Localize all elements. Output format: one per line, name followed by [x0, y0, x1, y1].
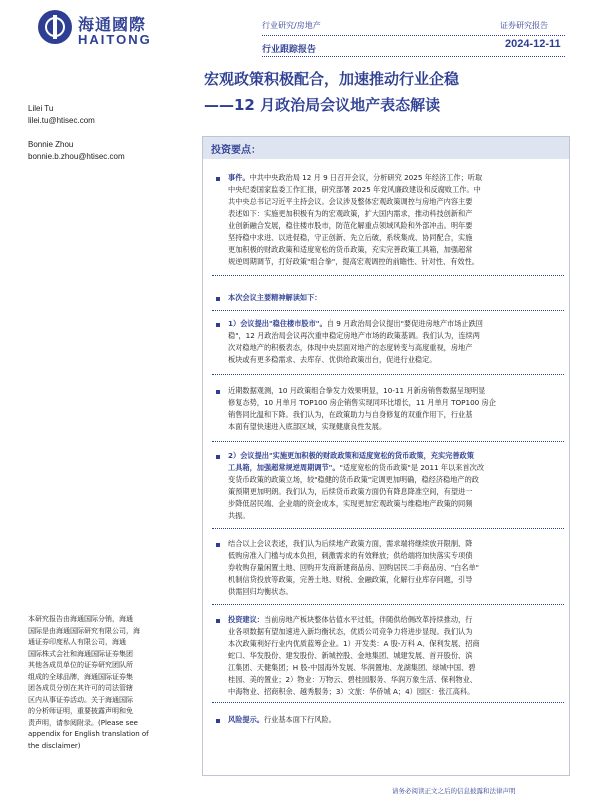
bullet-icon [216, 619, 220, 623]
report-category: 行业研究/房地产 [262, 21, 321, 30]
sales-data-paragraph: 近期数据观测，10 月政策组合拳发力效果明显，10-11 月新房销售数据呈现明显 修复态势，10 月单月 TOP100 房企销售实现同环比增长，11 月单月 TOP100 房企 销售同比温和下降。我们认为，在政策助力与自身修复的双重作用下，行业基 本面有望快速进入底部区域，实现健康良性发展。 [228, 386, 496, 431]
key-points-header [203, 137, 569, 159]
logo-chinese: 海通國際 [78, 15, 147, 34]
header-divider-bottom [262, 56, 565, 57]
report-date: 2024-12-11 [505, 38, 561, 50]
bullet-icon [216, 297, 220, 301]
point2-lead: 2）会议提出"实施更加积极的财政政策和适度宽松的货币政策，充实完善政策 [228, 451, 474, 460]
author-email[interactable]: lilei.tu@htisec.com [28, 116, 95, 125]
report-type: 行业跟踪报告 [262, 45, 317, 55]
point1-lead: 1）会议提出"稳住楼市股市"。 [228, 319, 327, 328]
header-divider [262, 35, 565, 36]
section-divider [212, 441, 564, 442]
section-divider [212, 604, 564, 605]
event-lead: 事件。 [228, 173, 250, 182]
policy-outlook-paragraph: 结合以上会议表述，我们认为后续地产政策方面，需求端将继续放开限制、降 低购房准入门槛与成本负担，刺激需求的有效释放；供给端将加快落实专项债 券收购存量闲置土地、回购开发商新建商品房、回购居民二手商品房、"白名单" 机制信贷投放等政策，完善土地、财税、金融政策，化解行业库存问题，引导 供需回归均衡状态。 [228, 539, 479, 596]
risk-lead: 风险提示。 [228, 715, 264, 724]
risk-paragraph: 风险提示。行业基本面下行风险。 [228, 715, 336, 724]
bullet-icon [216, 455, 220, 459]
section-divider [212, 275, 564, 276]
section-divider [212, 702, 564, 703]
page-subtitle: ——12 月政治局会议地产表态解读 [204, 96, 441, 114]
page-title: 宏观政策积极配合，加速推动行业企稳 [204, 70, 460, 88]
author-name: Bonnie Zhou [28, 140, 74, 149]
advice-lead: 投资建议： [228, 615, 264, 624]
point2-paragraph: 2）会议提出"实施更加积极的财政政策和适度宽松的货币政策，充实完善政策 工具箱，加强超常规逆周期调节"。"适度宽松的货币政策"是 2011 年以来首次改 变货币政策的政策立场，较"稳健的货币政策"定调更加明确，稳经济稳地产的政 策预期更加明朗。我们认为，后续货币政策方面仍有降息降准空间，有望进一 步降低居民端、企业端的资金成本，实现更加宏观政策与维稳地产政策的同频 共振。 [228, 450, 563, 522]
disclaimer: 本研究报告由海通国际分销，海通 国际是由海通国际研究有限公司，海 通证券印度私人有限公司，海通 国际株式会社和海通国际证券集团 其他各成员单位的证券研究团队所 组成的全球品牌，海通国际证券集 团各成员分别在其许可的司法管辖 区内从事证券活动。关于海通国际 的分析师证明，重要披露声明和免 责声明，请参阅附录。(Please see appendix for English translation of the disclaimer) [28, 615, 149, 750]
spirit-heading: 本次会议主要精神解读如下： [228, 293, 322, 302]
author-email[interactable]: bonnie.b.zhou@htisec.com [28, 152, 125, 161]
author-name: Lilei Tu [28, 104, 54, 113]
key-points-heading: 投资要点： [211, 145, 261, 156]
report-label: 证券研究报告 [500, 21, 548, 30]
section-divider [212, 310, 564, 311]
point1-paragraph: 1）会议提出"稳住楼市股市"。自 9 月政治局会议提出"要促进房地产市场止跌回 稳"，12 月政治局会议再次重申稳定房地产市场的政策基调。我们认为，连续两 次对稳地产的积极表态，体现中央层面对地产的态度转变与高度重视，房地产 板块或有更多稳需求、去库存、优供给政策出台，促进行业稳定。 [228, 319, 483, 364]
event-paragraph: 事件。中共中央政治局 12 月 9 日召开会议，分析研究 2025 年经济工作；听取 中央纪委国家监委工作汇报，研究部署 2025 年党风廉政建设和反腐败工作。中 共中央总书记习近平主持会议。会议涉及整体宏观政策调控与房地产内容主要 表述如下：实施更加积极有为的宏观政策，扩大国内需求，推动科技创新和产 业创新融合发展，稳住楼市股市，防范化解重点领域风险和外部冲击。明年要 坚持稳中求进、以进促稳，守正创新、先立后破，系统集成、协同配合，实施 更加积极的财政政策和适度宽松的货币政策，充实完善政策工具箱，加强超常 规逆周期调节，打好政策"组合拳"，提高宏观调控的前瞻性、针对性、有效性。 [228, 173, 483, 266]
section-divider [212, 374, 564, 375]
bullet-icon [216, 390, 220, 394]
bullet-icon [216, 719, 220, 723]
bullet-icon [216, 543, 220, 547]
logo-english: HAITONG [78, 32, 152, 47]
investment-advice-paragraph: 投资建议：当前房地产板块整体估值水平过低，伴随供给侧改革持续推动，行 业各项数据有望加速进入新均衡状态，优质公司竞争力将进步显现。我们认为 本次政策利好行业内优质蓝筹企业。1）开发类：A 股-万科 A、保利发展、招商 蛇口、华发股份、建发股份、新城控股、金地集团、城建发展、首开股份、滨 江集团、天健集团；H 股-中国海外发展、华润置地、龙湖集团、绿城中国、碧 桂园、美的置业；2）物业：万物云、碧桂园服务、华润万象生活、保利物业、 中海物业、招商积余、越秀服务；3）文旅：华侨城 A；4）园区：张江高科。 [228, 615, 480, 696]
bullet-icon [216, 323, 220, 327]
logo-icon [38, 10, 72, 44]
section-divider [212, 528, 564, 529]
bullet-icon [216, 177, 220, 181]
footer-note: 请务必阅读正文之后的信息披露和法律声明 [392, 787, 516, 795]
